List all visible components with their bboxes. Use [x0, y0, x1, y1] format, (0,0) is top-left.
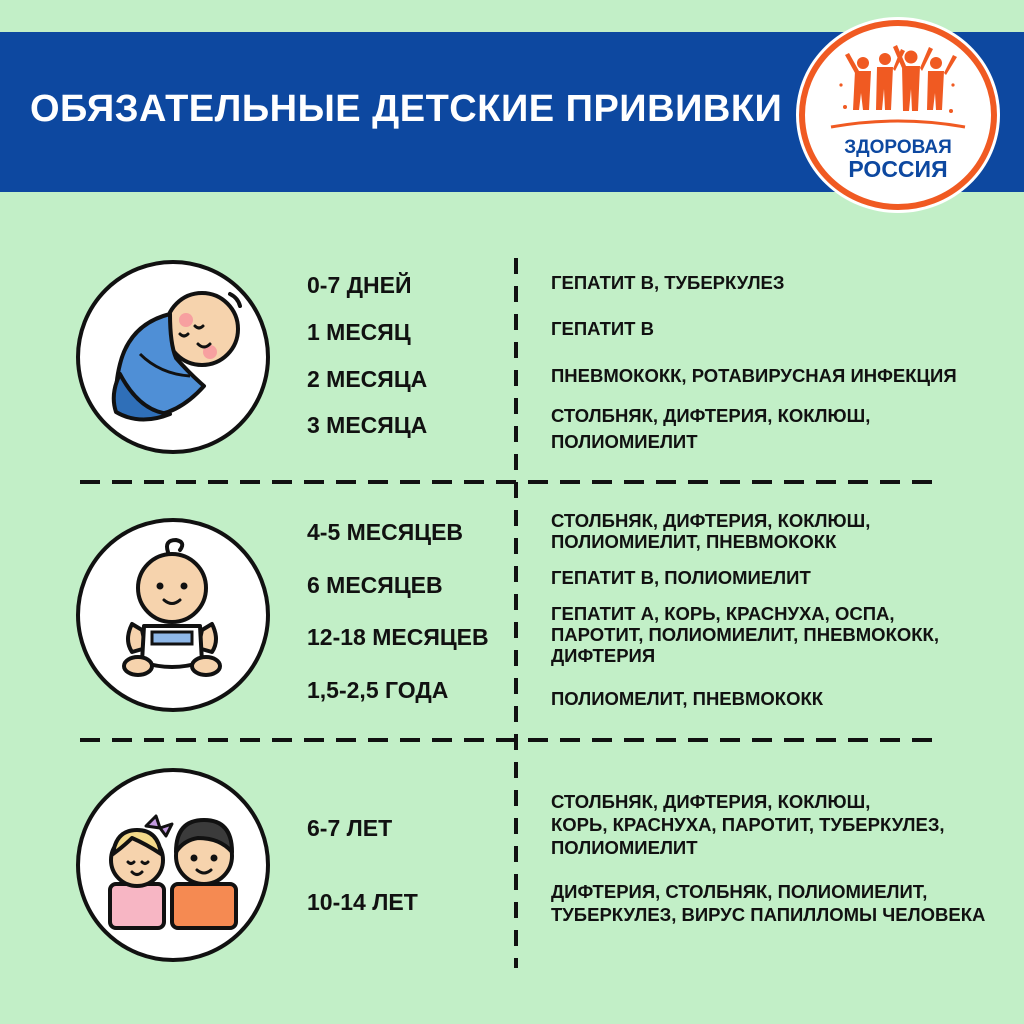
vaccine-line: СТОЛБНЯК, ДИФТЕРИЯ, КОКЛЮШ, [551, 510, 871, 531]
age-label: 1 МЕСЯЦ [307, 319, 411, 345]
page-title: ОБЯЗАТЕЛЬНЫЕ ДЕТСКИЕ ПРИВИВКИ [30, 88, 783, 130]
vaccine-list [551, 688, 1011, 709]
vaccine-line: ПОЛИОМИЕЛИТ [551, 837, 698, 858]
age-label: 3 МЕСЯЦА [307, 412, 428, 438]
vaccine-line: ПОЛИОМИЕЛИТ, ПНЕВМОКОКК [551, 531, 837, 552]
vaccine-line: ПОЛИОМИЕЛИТ [551, 431, 698, 452]
age-label: 10-14 ЛЕТ [307, 889, 418, 915]
vaccine-line: ТУБЕРКУЛЕЗ, ВИРУС ПАПИЛЛОМЫ ЧЕЛОВЕКА [551, 904, 986, 925]
vaccine-line: ГЕПАТИТ В [551, 318, 654, 339]
vaccine-list [551, 567, 1011, 588]
vaccine-list [551, 510, 1011, 552]
vaccine-line: СТОЛБНЯК, ДИФТЕРИЯ, КОКЛЮШ, [551, 791, 871, 812]
vaccine-list [551, 403, 1011, 455]
vaccine-line: СТОЛБНЯК, ДИФТЕРИЯ, КОКЛЮШ, [551, 405, 871, 426]
logo-line1: ЗДОРОВАЯ [844, 137, 952, 158]
vaccine-line: ГЕПАТИТ А, КОРЬ, КРАСНУХА, ОСПА, [551, 603, 895, 624]
vaccine-line: ПОЛИОМЕЛИТ, ПНЕВМОКОКК [551, 688, 824, 709]
vaccine-line: ГЕПАТИТ В, ТУБЕРКУЛЕЗ [551, 272, 785, 293]
vaccine-list [551, 790, 1011, 859]
age-label: 6-7 ЛЕТ [307, 815, 393, 841]
vaccine-line: ПАРОТИТ, ПОЛИОМИЕЛИТ, ПНЕВМОКОКК, [551, 624, 939, 645]
vaccine-line: ГЕПАТИТ В, ПОЛИОМИЕЛИТ [551, 567, 811, 588]
vaccine-list [551, 318, 1011, 339]
vaccine-line: ДИФТЕРИЯ, СТОЛБНЯК, ПОЛИОМИЕЛИТ, [551, 881, 928, 902]
vaccine-list [551, 365, 1011, 386]
vaccine-line: ПНЕВМОКОКК, РОТАВИРУСНАЯ ИНФЕКЦИЯ [551, 365, 957, 386]
vaccine-line: КОРЬ, КРАСНУХА, ПАРОТИТ, ТУБЕРКУЛЕЗ, [551, 814, 945, 835]
logo-line2: РОССИЯ [848, 156, 948, 182]
vaccine-list [551, 272, 1011, 293]
age-label: 12-18 МЕСЯЦЕВ [307, 624, 489, 650]
vaccine-list [551, 880, 1011, 926]
age-label: 6 МЕСЯЦЕВ [307, 572, 443, 598]
vaccine-list [551, 603, 1011, 666]
age-label: 1,5-2,5 ГОДА [307, 677, 449, 703]
vaccine-line: ДИФТЕРИЯ [551, 645, 656, 666]
age-label: 2 МЕСЯЦА [307, 366, 428, 392]
age-label: 4-5 МЕСЯЦЕВ [307, 519, 464, 545]
age-label: 0-7 ДНЕЙ [307, 272, 412, 298]
